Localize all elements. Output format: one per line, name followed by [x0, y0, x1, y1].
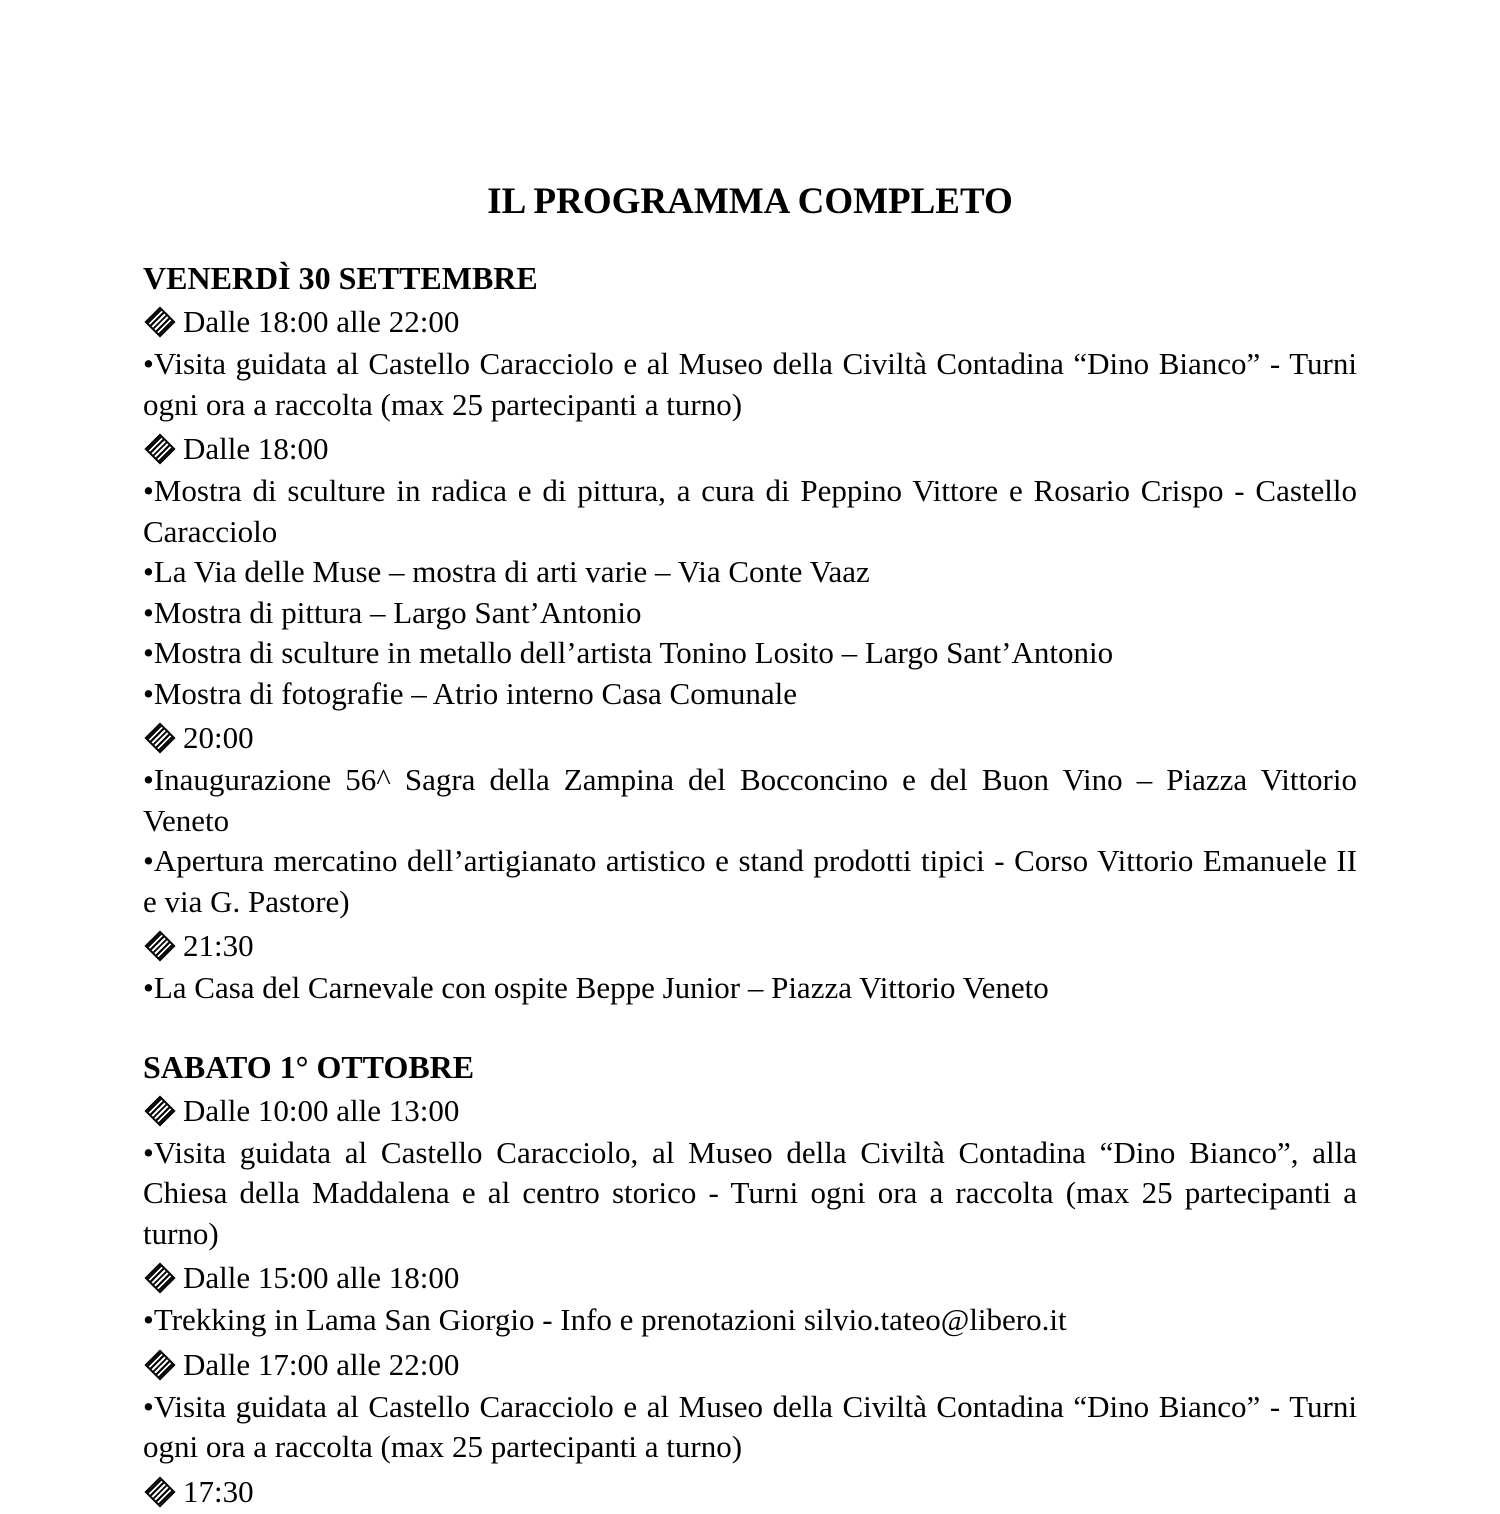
event-item: •Mostra di pittura – Largo Sant’Antonio: [143, 594, 642, 630]
event-item: •La Via delle Muse – mostra di arti varie – Via Conte Vaaz: [143, 554, 870, 589]
time-slot: Dalle 18:00: [143, 429, 1357, 469]
time-slot: Dalle 15:00 alle 18:00: [143, 1258, 1357, 1298]
event-item: •Visita guidata al Castello Caracciolo e al Museo della Civiltà Contadina “Dino Bianco” - Turni ogni ora a raccolta (max 25 partecipanti a turno): [143, 1388, 1357, 1464]
diamond-bullet-icon: [144, 306, 175, 337]
event-item: •Inaugurazione 56^ Sagra della Zampina del Bocconcino e del Buon Vino – Piazza Vittorio Veneto: [143, 762, 1357, 838]
diamond-bullet-icon: [144, 1349, 175, 1380]
event-item: •Trekking in Lama San Giorgio - Info e prenotazioni silvio.tateo@libero.it: [143, 1302, 1067, 1337]
event-item: •Apertura mercatino dell’artigianato artistico e stand prodotti tipici - Corso Vittorio Emanuele II e via G. Pastore): [143, 843, 1357, 919]
event-item: •Mostra di sculture in metallo dell’artista Tonino Losito – Largo Sant’Antonio: [143, 635, 1114, 670]
page-title: IL PROGRAMMA COMPLETO: [487, 181, 1013, 222]
day-heading: SABATO 1° OTTOBRE: [143, 1048, 475, 1085]
diamond-bullet-icon: [144, 722, 175, 753]
event-item: •Visita guidata al Castello Caracciolo e al Museo della Civiltà Contadina “Dino Bianco” - Turni ogni ora a raccolta (max 25 partecipanti a turno): [143, 346, 1357, 422]
event-item: •La Casa del Carnevale con ospite Beppe Junior – Piazza Vittorio Veneto: [143, 970, 1049, 1005]
diamond-bullet-icon: [144, 433, 175, 464]
time-slot: 21:30: [143, 926, 1357, 966]
document-page: [143, 178, 1357, 1514]
time-slot: Dalle 10:00 alle 13:00: [143, 1091, 1357, 1131]
diamond-bullet-icon: [144, 1476, 175, 1507]
event-item: •Mostra di sculture in radica e di pittura, a cura di Peppino Vittore e Rosario Crispo - Castello Caracciolo: [143, 473, 1357, 549]
diamond-bullet-icon: [144, 930, 175, 961]
day-heading: VENERDÌ 30 SETTEMBRE: [143, 260, 538, 296]
event-item: •Visita guidata al Castello Caracciolo, al Museo della Civiltà Contadina “Dino Bianco”, alla Chiesa della Maddalena e al centro storico - Turni ogni ora a raccolta (max 25 partecipanti a turno): [143, 1134, 1357, 1251]
time-slot: Dalle 17:00 alle 22:00: [143, 1345, 1357, 1385]
time-slot: 17:30: [143, 1472, 1357, 1512]
diamond-bullet-icon: [144, 1095, 175, 1126]
diamond-bullet-icon: [144, 1262, 175, 1293]
event-item: •Mostra di fotografie – Atrio interno Casa Comunale: [143, 675, 797, 711]
time-slot: Dalle 18:00 alle 22:00: [143, 302, 1357, 342]
time-slot: 20:00: [143, 718, 1357, 758]
